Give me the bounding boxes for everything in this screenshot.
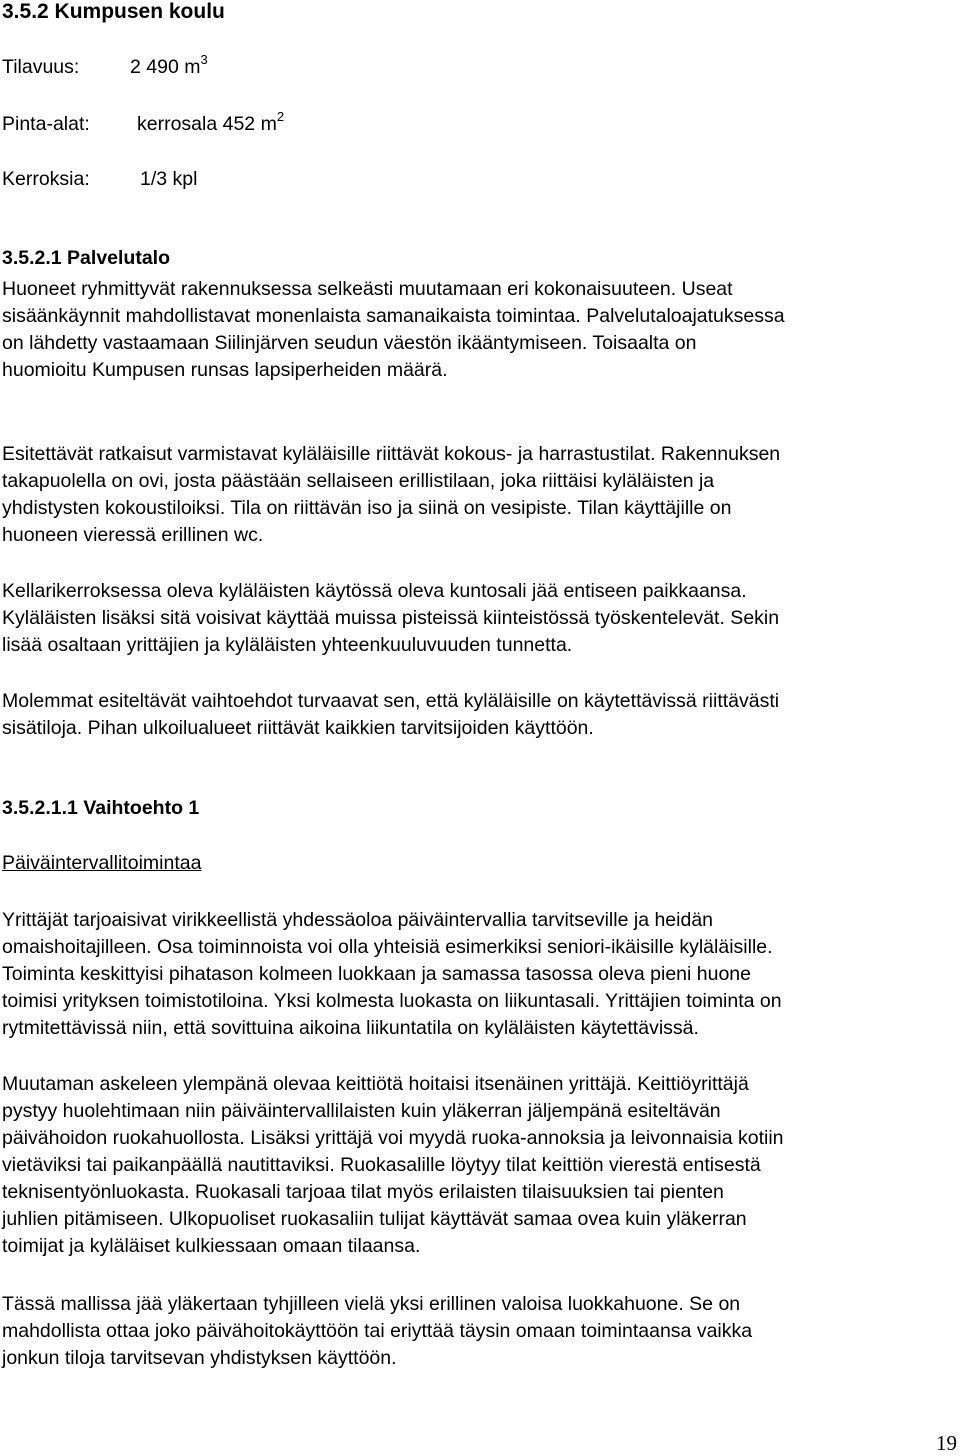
fact-value-floors: 1/3 kpl (140, 168, 198, 190)
paragraph: Yrittäjät tarjoaisivat virikkeellistä yhdessäoloa päiväintervallia tarvitseville ja heidän omaishoitajilleen. Osa toiminnoista voi olla yhteisiä esimerkiksi seniori-ikäisille kyläläisille. Toiminta keskittyisi pihatason kolmeen luokkaan ja samassa tasossa oleva pieni huone toimisi yrityksen toimistotiloina. Yksi kolmesta luokasta on liikuntasali. Yrittäjien toiminta on rytmitettävissä niin, että sovittuina aikoina liikuntatila on kyläläisten käytettävissä. (2, 909, 782, 1039)
fact-label-floors: Kerroksia: (2, 168, 90, 190)
paragraph: Muutaman askeleen ylempänä olevaa keittiötä hoitaisi itsenäinen yrittäjä. Keittiöyrittäjä pystyy huolehtimaan niin päiväintervallilaisten kuin yläkerran jäljempänä esiteltävän päivähoidon ruokahuollosta. Lisäksi yrittäjä voi myydä ruoka-annoksia ja leivonnaisia kotiin vietäviksi tai paikanpäällä nautittaviksi. Ruokasalille löytyy tilat keittiön vierestä entisestä teknisentyönluokasta. Ruokasali tarjoaa tilat myös erilaisten tilaisuuksien tai pienten juhlien pitämiseen. Ulkopuoliset ruokasaliin tulijat käyttävät samaa ovea kuin yläkerran toimijat ja kyläläiset kulkiessaan omaan tilaansa. (2, 1073, 784, 1257)
paragraph: Esitettävät ratkaisut varmistavat kyläläisille riittävät kokous- ja harrastustilat. Rakennuksen takapuolella on ovi, josta päästään sellaiseen erillistilaan, joka riittäisi kyläläisten ja yhdistysten kokoustiloiksi. Tila on riittävän iso ja siinä on vesipiste. Tilan käyttäjille on huoneen vieressä erillinen wc. (2, 443, 781, 546)
fact-value-area: kerrosala 452 $m^2$ (137, 109, 285, 135)
page-number: 19 (936, 1431, 957, 1455)
paragraph: Tässä mallissa jää yläkertaan tyhjilleen vielä yksi erillinen valoisa luokkahuone. Se on mahdollista ottaa joko päivähoitokäyttöön tai eriyttää täysin omaan toimintaansa vaikka jonkun tiloja tarvitsevan yhdistyksen käyttöön. (2, 1293, 753, 1369)
subsubsection-heading: 3.5.2.1.1 Vaihtoehto 1 (2, 797, 200, 819)
topic-heading: Päiväintervallitoimintaa (2, 852, 202, 874)
section-heading: 3.5.2 Kumpusen koulu (2, 0, 225, 23)
fact-value-volume: 2 490 $m^3$ (130, 52, 208, 78)
fact-label-volume: Tilavuus: (2, 56, 80, 78)
paragraph: Molemmat esiteltävät vaihtoehdot turvaavat sen, että kyläläisille on käytettävissä riittävästi sisätiloja. Pihan ulkoilualueet riittävät kaikkien tarvitsijoiden käyttöön. (2, 690, 780, 739)
fact-label-area: Pinta-alat: (2, 113, 90, 135)
subsection-heading: 3.5.2.1 Palvelutalo (2, 247, 171, 269)
paragraph: Huoneet ryhmittyvät rakennuksessa selkeästi muutamaan eri kokonaisuuteen. Useat sisäänkäynnit mahdollistavat monenlaista samanaikaista toimintaa. Palvelutaloajatuksessa on lähdetty vastaamaan Siilinjärven seudun väestön ikääntymiseen. Toisaalta on huomioitu Kumpusen runsas lapsiperheiden määrä. (2, 278, 785, 381)
paragraph: Kellarikerroksessa oleva kyläläisten käytössä oleva kuntosali jää entiseen paikkaansa. Kyläläisten lisäksi sitä voisivat käyttää muissa pisteissä kiinteistössä työskentelevät. Sekin lisää osaltaan yrittäjien ja kyläläisten yhteenkuuluvuuden tunnetta. (2, 580, 780, 656)
